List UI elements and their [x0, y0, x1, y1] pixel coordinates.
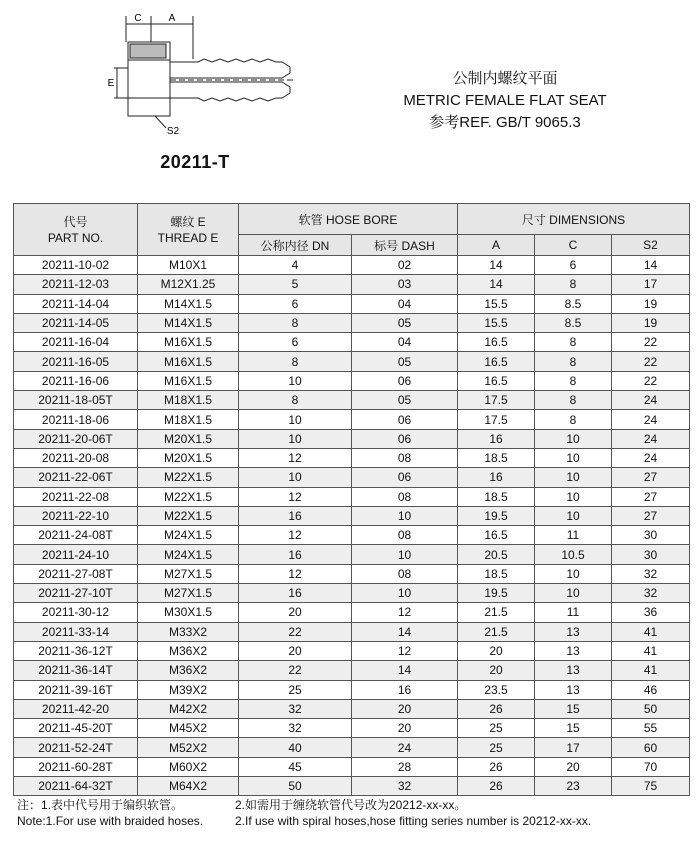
table-row — [14, 333, 690, 352]
table-cell: 20211-18-06 — [14, 410, 138, 429]
table-row — [14, 603, 690, 622]
table-cell: 10 — [239, 371, 352, 390]
table-cell: 20 — [352, 699, 458, 718]
table-cell: 20211-24-10 — [14, 545, 138, 564]
table-cell: M16X1.5 — [138, 333, 239, 352]
table-cell: 28 — [352, 757, 458, 776]
table-cell: 13 — [535, 622, 612, 641]
table-cell: 06 — [352, 429, 458, 448]
table-cell: 10 — [535, 564, 612, 583]
table-cell: 23.5 — [458, 680, 535, 699]
table-cell: 24 — [612, 410, 690, 429]
table-row — [14, 487, 690, 506]
dim-a-label: A — [168, 13, 176, 24]
col-thread-cn: 螺纹 E — [170, 214, 206, 229]
table-cell: M45X2 — [138, 719, 239, 738]
table-cell: 14 — [352, 661, 458, 680]
table-cell: M14X1.5 — [138, 294, 239, 313]
table-cell: 10 — [535, 487, 612, 506]
note-en-2: 2.If use with spiral hoses,hose fitting series number is 20212-xx-xx. — [235, 814, 592, 828]
col-dash: 标号 DASH — [352, 235, 458, 256]
table-cell: 20211-20-06T — [14, 429, 138, 448]
table-cell: 20211-16-06 — [14, 371, 138, 390]
table-cell: 22 — [239, 622, 352, 641]
table-cell: M22X1.5 — [138, 487, 239, 506]
table-cell: 15.5 — [458, 294, 535, 313]
col-thread-en: THREAD E — [157, 230, 219, 245]
table-cell: 20 — [352, 719, 458, 738]
table-cell: 20211-64-32T — [14, 777, 138, 796]
table-row — [14, 352, 690, 371]
table-cell: 11 — [535, 526, 612, 545]
table-cell: 13 — [535, 641, 612, 660]
col-dimensions: 尺寸 DIMENSIONS — [458, 204, 690, 235]
table-cell: 12 — [239, 448, 352, 467]
table-cell: 10 — [535, 584, 612, 603]
table-cell: 22 — [612, 352, 690, 371]
table-cell: 20211-27-10T — [14, 584, 138, 603]
table-cell: 13 — [535, 661, 612, 680]
table-cell: 19.5 — [458, 584, 535, 603]
col-c: C — [535, 235, 612, 256]
table-cell: 8 — [535, 371, 612, 390]
table-cell: 19.5 — [458, 506, 535, 525]
table-row — [14, 738, 690, 757]
note-en-1: Note:1.For use with braided hoses. — [17, 814, 204, 828]
note-cn-2: 2.如需用于缠绕软管代号改为20212-xx-xx。 — [235, 798, 467, 812]
table-cell: 16 — [239, 584, 352, 603]
table-cell: 17 — [612, 275, 690, 294]
table-cell: 08 — [352, 448, 458, 467]
table-cell: 36 — [612, 603, 690, 622]
table-cell: 27 — [612, 468, 690, 487]
table-cell: 75 — [612, 777, 690, 796]
table-cell: 20211-39-16T — [14, 680, 138, 699]
col-thread — [138, 204, 239, 256]
table-cell: 14 — [458, 275, 535, 294]
table-cell: M39X2 — [138, 680, 239, 699]
title-block — [380, 68, 630, 134]
title-en: METRIC FEMALE FLAT SEAT — [403, 92, 607, 109]
table-cell: 25 — [458, 719, 535, 738]
col-s2: S2 — [612, 235, 690, 256]
table-cell: 10.5 — [535, 545, 612, 564]
table-cell: 17 — [535, 738, 612, 757]
table-row — [14, 371, 690, 390]
table-cell: 26 — [458, 777, 535, 796]
title-ref: 参考REF. GB/T 9065.3 — [429, 114, 581, 131]
table-cell: 16.5 — [458, 371, 535, 390]
table-cell: 20211-30-12 — [14, 603, 138, 622]
col-part-no — [14, 204, 138, 256]
table-cell: 50 — [612, 699, 690, 718]
table-cell: 41 — [612, 661, 690, 680]
table-cell: 8.5 — [535, 313, 612, 332]
table-cell: 16 — [352, 680, 458, 699]
table-cell: 20211-24-08T — [14, 526, 138, 545]
table-cell: 13 — [535, 680, 612, 699]
table-cell: 32 — [239, 699, 352, 718]
table-cell: 22 — [612, 371, 690, 390]
col-dn: 公称内径 DN — [239, 235, 352, 256]
table-cell: 10 — [352, 584, 458, 603]
table-cell: 20211-20-08 — [14, 448, 138, 467]
table-cell: 32 — [352, 777, 458, 796]
table-cell: 20211-14-04 — [14, 294, 138, 313]
table-cell: 32 — [612, 564, 690, 583]
table-cell: 20211-27-08T — [14, 564, 138, 583]
table-row — [14, 564, 690, 583]
table-cell: 12 — [239, 526, 352, 545]
table-row — [14, 641, 690, 660]
table-cell: 20211-16-04 — [14, 333, 138, 352]
table-row — [14, 256, 690, 275]
table-cell: 40 — [239, 738, 352, 757]
table-row — [14, 468, 690, 487]
table-cell: 20211-52-24T — [14, 738, 138, 757]
table-row — [14, 526, 690, 545]
table-cell: 10 — [535, 506, 612, 525]
table-cell: M30X1.5 — [138, 603, 239, 622]
table-cell: 20 — [458, 641, 535, 660]
table-cell: 24 — [352, 738, 458, 757]
table-cell: 20211-36-14T — [14, 661, 138, 680]
table-cell: 20211-42-20 — [14, 699, 138, 718]
table-cell: 26 — [458, 757, 535, 776]
table-cell: 32 — [239, 719, 352, 738]
table-row — [14, 777, 690, 796]
table-cell: 06 — [352, 371, 458, 390]
table-cell: 41 — [612, 641, 690, 660]
fitting-drawing — [100, 4, 310, 144]
table-cell: 20.5 — [458, 545, 535, 564]
table-cell: 06 — [352, 468, 458, 487]
table-cell: 6 — [239, 294, 352, 313]
table-row — [14, 506, 690, 525]
table-cell: 10 — [239, 468, 352, 487]
table-cell: 05 — [352, 352, 458, 371]
table-cell: 27 — [612, 487, 690, 506]
table-cell: M52X2 — [138, 738, 239, 757]
table-cell: 05 — [352, 391, 458, 410]
dim-s2-label: S2 — [166, 126, 180, 137]
table-cell: 08 — [352, 487, 458, 506]
table-cell: 27 — [612, 506, 690, 525]
table-cell: 24 — [612, 448, 690, 467]
table-cell: 20211-12-03 — [14, 275, 138, 294]
table-cell: 32 — [612, 584, 690, 603]
table-cell: M60X2 — [138, 757, 239, 776]
table-cell: 8 — [535, 391, 612, 410]
table-cell: 17.5 — [458, 410, 535, 429]
notes — [17, 797, 697, 829]
table-cell: 19 — [612, 294, 690, 313]
table-cell: 5 — [239, 275, 352, 294]
table-row — [14, 680, 690, 699]
note-cn-1: 注：1.表中代号用于编织软管。 — [17, 798, 184, 812]
table-cell: 22 — [239, 661, 352, 680]
table-cell: 14 — [612, 256, 690, 275]
table-cell: 30 — [612, 526, 690, 545]
table-cell: M16X1.5 — [138, 371, 239, 390]
table-row — [14, 294, 690, 313]
table-cell: 16 — [239, 545, 352, 564]
table-cell: 12 — [239, 564, 352, 583]
table-cell: 16 — [239, 506, 352, 525]
table-cell: 8.5 — [535, 294, 612, 313]
table-cell: 08 — [352, 564, 458, 583]
table-cell: 16.5 — [458, 526, 535, 545]
table-cell: 20211-45-20T — [14, 719, 138, 738]
table-cell: 20211-22-06T — [14, 468, 138, 487]
table-cell: M42X2 — [138, 699, 239, 718]
table-row — [14, 622, 690, 641]
table-cell: 18.5 — [458, 487, 535, 506]
table-cell: 41 — [612, 622, 690, 641]
table-row — [14, 719, 690, 738]
table-cell: 18.5 — [458, 564, 535, 583]
table-cell: M10X1 — [138, 256, 239, 275]
table-cell: 10 — [352, 545, 458, 564]
table-cell: 16 — [458, 429, 535, 448]
table-cell: 02 — [352, 256, 458, 275]
table-cell: 20211-18-05T — [14, 391, 138, 410]
table-cell: M64X2 — [138, 777, 239, 796]
table-cell: 20211-33-14 — [14, 622, 138, 641]
table-cell: 15 — [535, 699, 612, 718]
table-cell: 10 — [239, 429, 352, 448]
table-cell: 19 — [612, 313, 690, 332]
table-cell: 30 — [612, 545, 690, 564]
table-cell: M27X1.5 — [138, 564, 239, 583]
table-cell: 22 — [612, 333, 690, 352]
table-cell: 04 — [352, 294, 458, 313]
table-row — [14, 391, 690, 410]
table-cell: 8 — [535, 333, 612, 352]
table-cell: M27X1.5 — [138, 584, 239, 603]
table-cell: 12 — [352, 603, 458, 622]
table-row — [14, 545, 690, 564]
spec-table-body — [14, 256, 690, 796]
table-cell: M18X1.5 — [138, 410, 239, 429]
table-cell: 20 — [458, 661, 535, 680]
table-cell: 03 — [352, 275, 458, 294]
table-cell: 55 — [612, 719, 690, 738]
table-cell: M22X1.5 — [138, 468, 239, 487]
col-hose-bore: 软管 HOSE BORE — [239, 204, 458, 235]
table-cell: 20 — [239, 603, 352, 622]
table-cell: 20211-22-08 — [14, 487, 138, 506]
table-cell: 08 — [352, 526, 458, 545]
table-cell: M33X2 — [138, 622, 239, 641]
table-cell: 20211-22-10 — [14, 506, 138, 525]
table-cell: 20211-10-02 — [14, 256, 138, 275]
table-cell: M18X1.5 — [138, 391, 239, 410]
table-cell: 8 — [535, 410, 612, 429]
table-cell: 25 — [458, 738, 535, 757]
model-number: 20211-T — [160, 152, 230, 172]
table-cell: 26 — [458, 699, 535, 718]
table-cell: 8 — [535, 352, 612, 371]
table-cell: 16.5 — [458, 333, 535, 352]
table-cell: M24X1.5 — [138, 526, 239, 545]
dim-e-label: E — [107, 78, 115, 89]
table-cell: 24 — [612, 429, 690, 448]
table-cell: 8 — [239, 313, 352, 332]
table-cell: 20 — [535, 757, 612, 776]
table-cell: M16X1.5 — [138, 352, 239, 371]
table-row — [14, 448, 690, 467]
table-row — [14, 313, 690, 332]
table-cell: 10 — [535, 429, 612, 448]
table-cell: 6 — [239, 333, 352, 352]
table-cell: 14 — [352, 622, 458, 641]
col-a: A — [458, 235, 535, 256]
spec-table — [13, 203, 690, 796]
table-cell: 12 — [239, 487, 352, 506]
table-cell: M36X2 — [138, 641, 239, 660]
table-cell: 46 — [612, 680, 690, 699]
table-cell: 10 — [535, 468, 612, 487]
table-cell: 60 — [612, 738, 690, 757]
table-cell: 10 — [239, 410, 352, 429]
title-cn: 公制内螺纹平面 — [452, 70, 558, 87]
table-cell: 14 — [458, 256, 535, 275]
table-cell: M20X1.5 — [138, 429, 239, 448]
table-cell: 45 — [239, 757, 352, 776]
table-row — [14, 661, 690, 680]
table-row — [14, 757, 690, 776]
table-cell: 20211-60-28T — [14, 757, 138, 776]
table-cell: 11 — [535, 603, 612, 622]
table-cell: M24X1.5 — [138, 545, 239, 564]
table-cell: 20211-16-05 — [14, 352, 138, 371]
table-cell: 18.5 — [458, 448, 535, 467]
col-part-no-en: PART NO. — [47, 230, 104, 245]
dim-c-label: C — [134, 13, 142, 24]
table-cell: 70 — [612, 757, 690, 776]
table-cell: 20 — [239, 641, 352, 660]
table-cell: 21.5 — [458, 603, 535, 622]
table-cell: 04 — [352, 333, 458, 352]
table-cell: 10 — [535, 448, 612, 467]
col-part-no-cn: 代号 — [63, 214, 88, 229]
table-cell: 12 — [352, 641, 458, 660]
table-cell: 24 — [612, 391, 690, 410]
table-cell: 21.5 — [458, 622, 535, 641]
table-cell: 20211-36-12T — [14, 641, 138, 660]
table-cell: 16 — [458, 468, 535, 487]
table-cell: 16.5 — [458, 352, 535, 371]
table-cell: 8 — [239, 352, 352, 371]
table-cell: M36X2 — [138, 661, 239, 680]
table-cell: 06 — [352, 410, 458, 429]
table-cell: 20211-14-05 — [14, 313, 138, 332]
table-cell: 23 — [535, 777, 612, 796]
table-row — [14, 275, 690, 294]
table-cell: 6 — [535, 256, 612, 275]
table-cell: 15 — [535, 719, 612, 738]
table-cell: M20X1.5 — [138, 448, 239, 467]
table-cell: 25 — [239, 680, 352, 699]
table-row — [14, 429, 690, 448]
table-cell: 8 — [239, 391, 352, 410]
table-cell: 17.5 — [458, 391, 535, 410]
table-cell: 15.5 — [458, 313, 535, 332]
table-cell: M14X1.5 — [138, 313, 239, 332]
table-cell: M12X1.25 — [138, 275, 239, 294]
table-row — [14, 584, 690, 603]
table-cell: 8 — [535, 275, 612, 294]
table-cell: M22X1.5 — [138, 506, 239, 525]
table-cell: 10 — [352, 506, 458, 525]
table-cell: 50 — [239, 777, 352, 796]
table-cell: 05 — [352, 313, 458, 332]
table-cell: 4 — [239, 256, 352, 275]
table-row — [14, 410, 690, 429]
table-row — [14, 699, 690, 718]
